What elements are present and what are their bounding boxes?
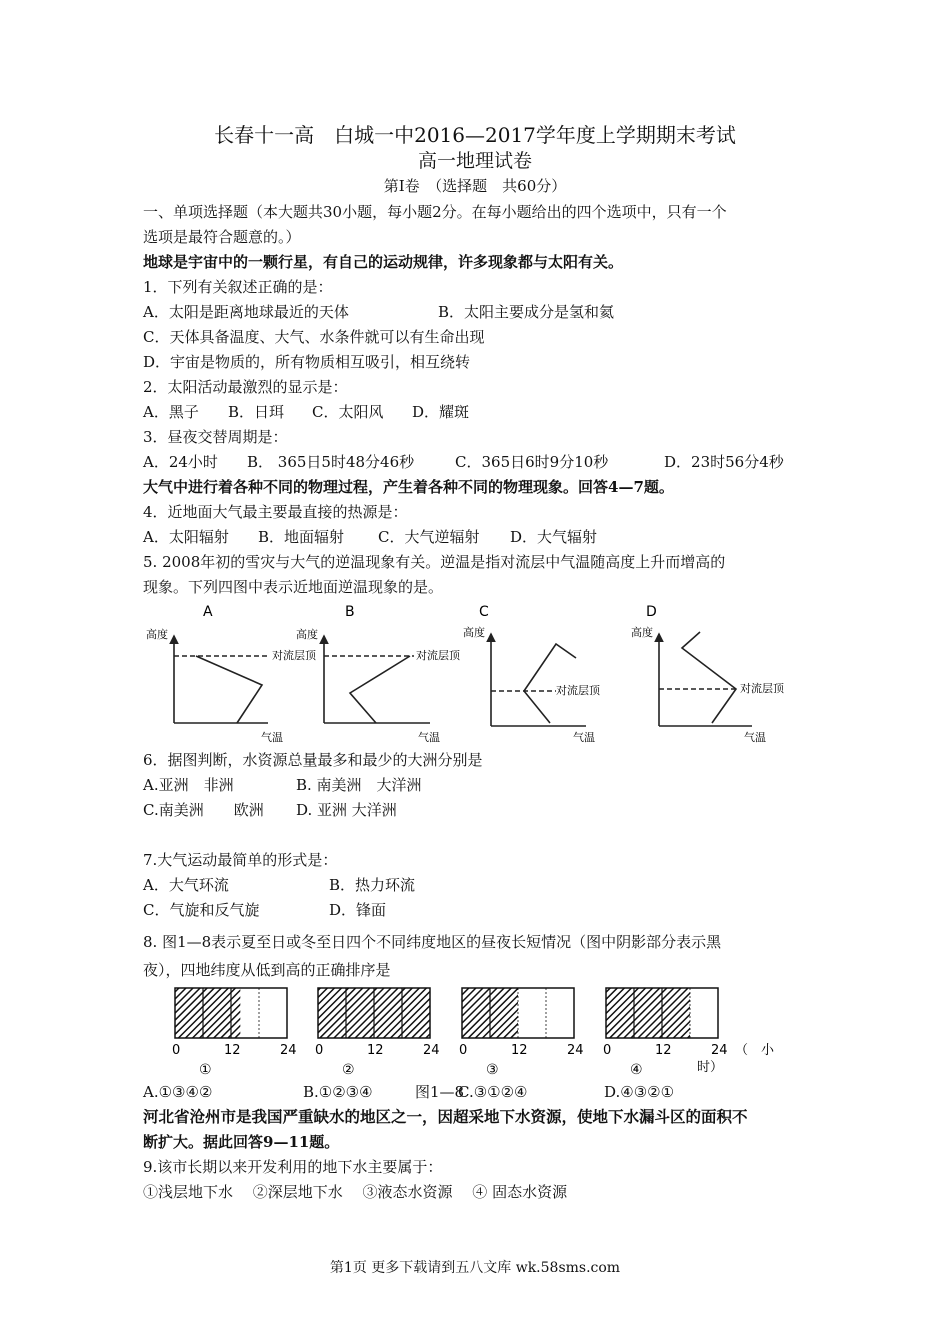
q1-stem: 1．下列有关叙述正确的是： (143, 278, 333, 296)
hour-tick-24: 24 (280, 1043, 297, 1058)
q7-stem: 7.大气运动最简单的形式是： (143, 851, 338, 869)
hour-tick-24: 24 (423, 1043, 440, 1058)
panel-b-ylabel: 高度 (296, 628, 318, 641)
q5-stem-line-1: 5. 2008年初的雪灾与大气的逆温现象有关。逆温是指对流层中气温随高度上升而增高的 (143, 553, 726, 571)
q9-stem: 9.该市长期以来开发利用的地下水主要属于： (143, 1158, 443, 1176)
q8-option-a: A.①③④② (143, 1083, 213, 1101)
q9-options: ①浅层地下水 ②深层地下水 ③液态水资源 ④ 固态水资源 (143, 1183, 568, 1201)
q8-option-d: D.④③②① (604, 1083, 675, 1101)
q2-stem: 2．太阳活动最激烈的显示是： (143, 378, 348, 396)
q2-option-c: C．太阳风 (312, 403, 384, 421)
panel-b-annotation: 对流层顶 (416, 649, 460, 662)
q4-stem: 4．近地面大气最主要最直接的热源是： (143, 503, 408, 521)
panel-b-xlabel: 气温 (418, 731, 440, 744)
q6-option-a: A.亚洲 非洲 (143, 776, 234, 794)
q2-option-d: D．耀斑 (412, 403, 470, 421)
hour-tick-0: 0 (315, 1043, 324, 1058)
q3-option-d: D．23时56分4秒 (664, 453, 784, 471)
panel-d (631, 604, 785, 744)
page-footer: 第1页 更多下载请到五八文库 wk.58sms.com (329, 1260, 621, 1276)
hour-tick-0: 0 (459, 1043, 468, 1058)
hour-tick-24: 24 (711, 1043, 728, 1058)
q3-option-a: A．24小时 (143, 453, 218, 471)
q8-stem-line-1: 8. 图1—8表示夏至日或冬至日四个不同纬度地区的昼夜长短情况（图中阴影部分表示黑 (143, 933, 722, 951)
q6-option-d: D. 亚洲 大洋洲 (296, 801, 397, 819)
hour-tick-0: 0 (603, 1043, 612, 1058)
panel-c (463, 604, 601, 744)
panel-d-label: D (646, 604, 657, 620)
panel-b (296, 604, 461, 744)
q1-option-b: B．太阳主要成分是氢和氦 (438, 303, 615, 321)
instructions-line-1: 一、单项选择题（本大题共30小题，每小题2分。在每小题给出的四个选项中，只有一个 (143, 203, 727, 221)
box-mark: ② (342, 1062, 355, 1078)
q8-option-c: C.③①②④ (458, 1083, 528, 1101)
q3-option-b: B． 365日5时48分46秒 (247, 453, 415, 471)
q3-stem: 3．昼夜交替周期是： (143, 428, 288, 446)
q1-option-a: A．太阳是距离地球最近的天体 (143, 303, 349, 321)
q2-option-b: B．日珥 (228, 403, 285, 421)
section-heading: 第Ⅰ卷 （选择题 共60分） (383, 177, 567, 195)
hour-unit: （ 小 (735, 1043, 775, 1058)
inversion-diagrams (0, 598, 950, 746)
q6-option-b: B. 南美洲 大洋洲 (296, 776, 422, 794)
exam-subtitle: 高一地理试卷 (417, 150, 532, 172)
day-night-box-3 (459, 988, 584, 1078)
hour-tick-0: 0 (172, 1043, 181, 1058)
panel-a (146, 604, 317, 744)
panel-c-annotation: 对流层顶 (556, 684, 600, 697)
q5-stem-line-2: 现象。下列四图中表示近地面逆温现象的是。 (143, 578, 444, 596)
lead-text-3-line-2: 断扩大。据此回答9—11题。 (143, 1133, 340, 1151)
day-night-bars (0, 982, 950, 1082)
q4-option-c: C．大气逆辐射 (378, 528, 480, 546)
q4-option-b: B．地面辐射 (258, 528, 345, 546)
panel-a-xlabel: 气温 (261, 731, 283, 744)
lead-text-2: 大气中进行着各种不同的物理过程，产生着各种不同的物理现象。回答4—7题。 (143, 478, 674, 496)
panel-d-ylabel: 高度 (631, 626, 653, 639)
instructions-line-2: 选项是最符合题意的。） (143, 228, 301, 246)
panel-a-annotation: 对流层顶 (272, 649, 316, 662)
day-night-box-2 (315, 988, 440, 1078)
q2-option-a: A．黑子 (143, 403, 199, 421)
night-shading (606, 988, 690, 1038)
box-mark: ① (199, 1062, 212, 1078)
hour-unit-2: 时） (697, 1060, 724, 1075)
panel-c-label: C (479, 604, 489, 620)
day-night-box-1 (172, 988, 297, 1078)
lead-text-1: 地球是宇宙中的一颗行星，有自己的运动规律，许多现象都与太阳有关。 (143, 253, 624, 271)
exam-title: 长春十一高 白城一中2016—2017学年度上学期期末考试 (214, 123, 736, 147)
hour-tick-12: 12 (367, 1043, 384, 1058)
q7-option-d: D．锋面 (329, 901, 387, 919)
lead-text-3-line-1: 河北省沧州市是我国严重缺水的地区之一，因超采地下水资源，使地下水漏斗区的面积不 (143, 1107, 748, 1126)
q6-option-c: C.南美洲 欧洲 (143, 801, 264, 819)
q6-stem: 6．据图判断，水资源总量最多和最少的大洲分别是 (143, 751, 483, 769)
q1-option-c: C．天体具备温度、大气、水条件就可以有生命出现 (143, 328, 485, 346)
hour-tick-12: 12 (655, 1043, 672, 1058)
hour-tick-12: 12 (224, 1043, 241, 1058)
q3-option-c: C．365日6时9分10秒 (455, 453, 609, 471)
q4-option-a: A．太阳辐射 (143, 528, 229, 546)
hour-tick-12: 12 (511, 1043, 528, 1058)
panel-a-label: A (203, 604, 213, 620)
panel-a-ylabel: 高度 (146, 628, 168, 641)
q7-option-a: A．大气环流 (143, 876, 229, 894)
figure-caption: 图1—8 (415, 1083, 465, 1101)
q7-option-c: C．气旋和反气旋 (143, 901, 260, 919)
q8-stem-line-2: 夜），四地纬度从低到高的正确排序是 (143, 961, 391, 979)
panel-c-xlabel: 气温 (573, 731, 595, 744)
q1-option-d: D．宇宙是物质的，所有物质相互吸引，相互绕转 (143, 353, 471, 371)
panel-c-ylabel: 高度 (463, 626, 485, 639)
box-mark: ④ (630, 1062, 643, 1078)
panel-d-xlabel: 气温 (744, 731, 766, 744)
hour-tick-24: 24 (567, 1043, 584, 1058)
panel-b-label: B (345, 604, 355, 620)
q4-option-d: D．大气辐射 (510, 528, 598, 546)
box-mark: ③ (486, 1062, 499, 1078)
q8-option-b: B.①②③④ (303, 1083, 373, 1101)
panel-d-annotation: 对流层顶 (740, 682, 784, 695)
q7-option-b: B．热力环流 (329, 876, 416, 894)
